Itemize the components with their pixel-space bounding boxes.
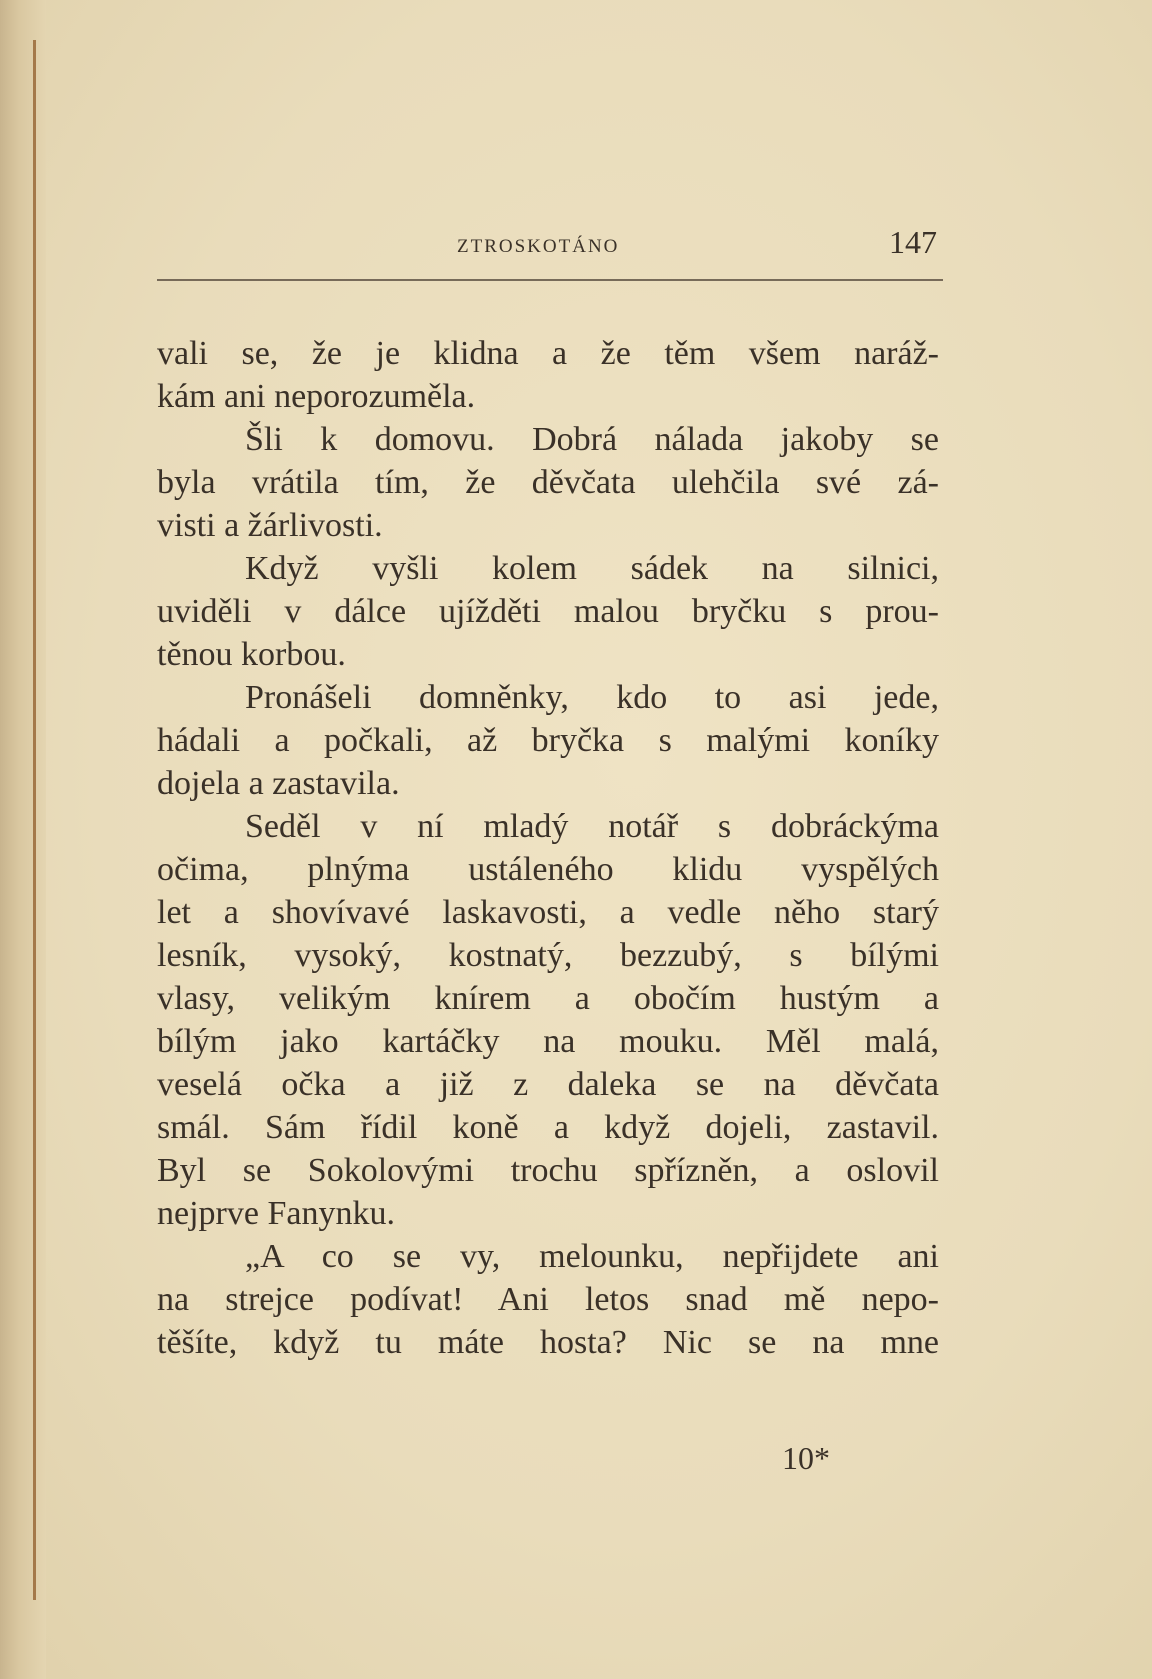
signature-mark: 10*	[782, 1440, 830, 1476]
text-line: visti a žárlivosti.	[157, 507, 383, 544]
text-line: Když vyšli kolem sádek na silnici,	[245, 550, 939, 587]
text-line: „A co se vy, melounku, nepřijdete ani	[245, 1238, 939, 1275]
text-line: vali se, že je klidna a že těm všem naráž-	[157, 335, 939, 372]
body-text	[157, 332, 939, 1364]
text-line: očima, plnýma ustáleného klidu vyspělých	[157, 851, 939, 888]
text-line: smál. Sám řídil koně a když dojeli, zastavil.	[157, 1109, 939, 1146]
text-line: těnou korbou.	[157, 636, 346, 673]
header-rule	[157, 279, 943, 281]
text-line: kám ani neporozuměla.	[157, 378, 476, 415]
text-line: bílým jako kartáčky na mouku. Měl malá,	[157, 1023, 939, 1060]
text-line: Byl se Sokolovými trochu spřízněn, a oslovil	[157, 1152, 939, 1189]
text-line: dojela a zastavila.	[157, 765, 400, 802]
page-number: 147	[889, 224, 937, 260]
text-line: na strejce podívat! Ani letos snad mě nepo-	[157, 1281, 939, 1318]
book-spine	[0, 0, 46, 1679]
text-line: hádali a počkali, až bryčka s malými koníky	[157, 722, 939, 759]
running-head: ZTROSKOTÁNO	[457, 236, 620, 257]
page-header	[157, 224, 943, 264]
text-line: Pronášeli domněnky, kdo to asi jede,	[245, 679, 939, 716]
text-line: veselá očka a již z daleka se na děvčata	[157, 1066, 939, 1103]
text-line: Seděl v ní mladý notář s dobráckýma	[245, 808, 939, 845]
text-line: lesník, vysoký, kostnatý, bezzubý, s bílými	[157, 937, 939, 974]
text-line: byla vrátila tím, že děvčata ulehčila své zá-	[157, 464, 939, 501]
text-line: těšíte, když tu máte hosta? Nic se na mne	[157, 1324, 939, 1361]
text-line: nejprve Fanynku.	[157, 1195, 395, 1232]
spine-edge-line	[33, 40, 36, 1600]
text-line: let a shovívavé laskavosti, a vedle něho starý	[157, 894, 939, 931]
text-line: uviděli v dálce ujížděti malou bryčku s prou-	[157, 593, 939, 630]
text-line: vlasy, velikým knírem a obočím hustým a	[157, 980, 939, 1017]
text-line: Šli k domovu. Dobrá nálada jakoby se	[245, 421, 939, 458]
